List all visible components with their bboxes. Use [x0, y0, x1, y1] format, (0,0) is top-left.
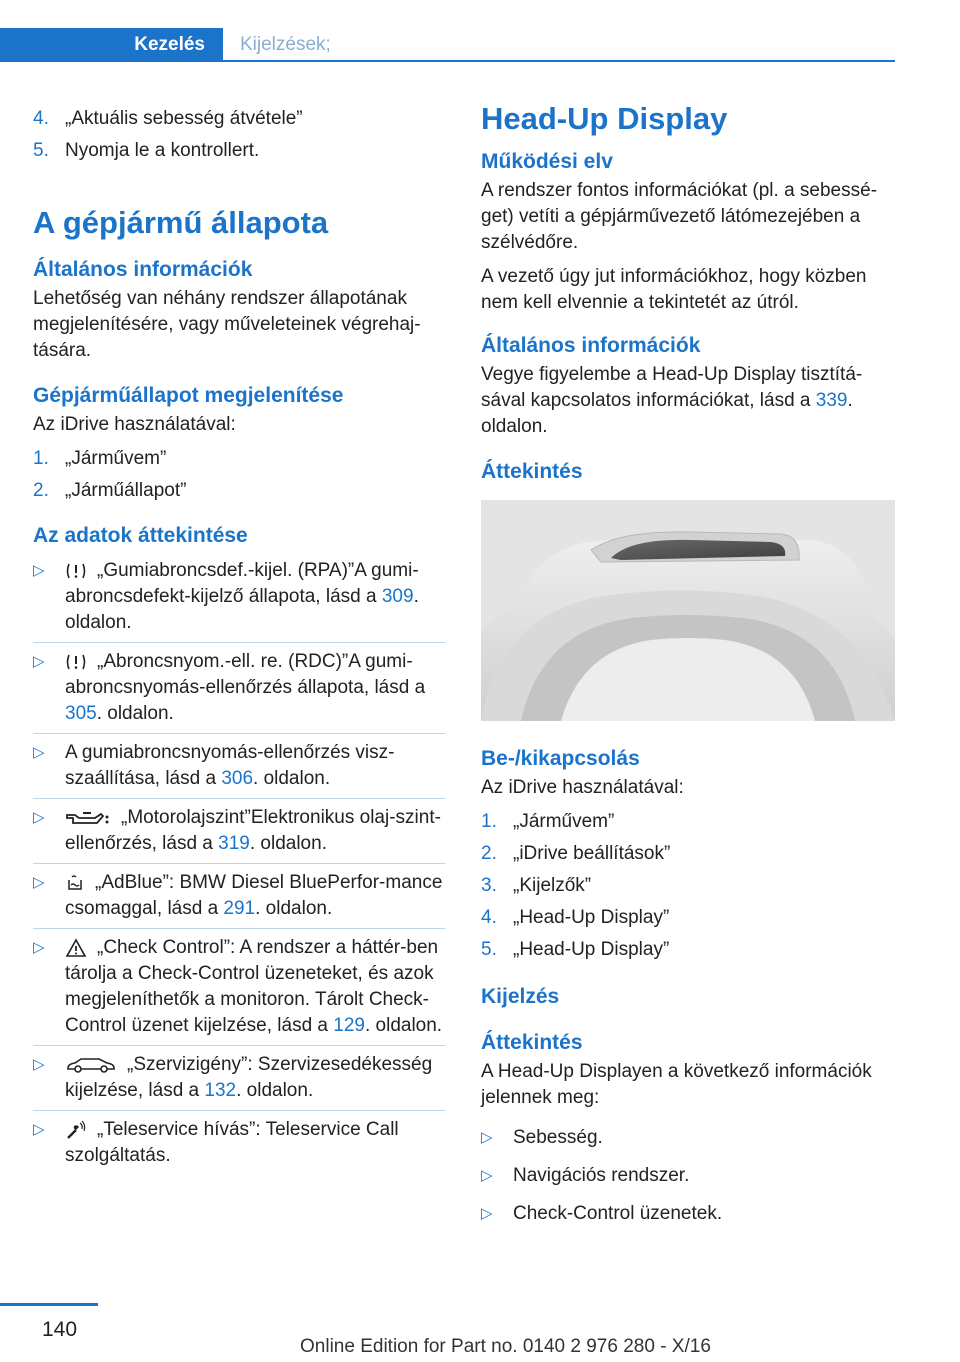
step-text: „Aktuális sebesség átvétele”: [65, 108, 303, 129]
right-general-title: Általános információk: [481, 334, 701, 357]
list-item: [481, 1195, 895, 1233]
tab-kijelzesek[interactable]: Kijelzések;: [240, 34, 331, 55]
list-item: [33, 446, 445, 472]
step-number: 1.: [481, 811, 497, 832]
step-number: 4.: [481, 907, 497, 928]
status-intro: Az iDrive használatával:: [33, 414, 236, 435]
step-number: 2.: [481, 843, 497, 864]
onoff-steps: [481, 809, 895, 963]
bullet-text: „Gumiabroncsdef.-kijel. (RPA)”A gumi-abroncsdefekt-kijelző állapota, lásd a: [65, 560, 419, 607]
edition-text: Online Edition for Part no. 0140 2 976 280 - X/16: [300, 1336, 711, 1357]
wrench-signal-icon: [65, 1120, 87, 1140]
page-link[interactable]: 132: [204, 1080, 237, 1101]
hud-dashboard-illustration: [481, 500, 895, 721]
left-column: [33, 100, 445, 1175]
status-title: Gépjárműállapot megjelenítése: [33, 384, 344, 407]
header-divider: [223, 60, 895, 62]
page-link[interactable]: 291: [223, 898, 256, 919]
step-number: 5.: [33, 140, 49, 161]
hud-photo: [481, 500, 895, 721]
bullet-text-end: . oldalon.: [253, 768, 331, 789]
list-item: [481, 1119, 895, 1157]
step-text: „Kijelzők”: [513, 875, 592, 896]
triangle-bullet-icon: ▷: [33, 744, 45, 761]
tire-pressure-icon: [65, 652, 87, 672]
display-title: Kijelzés: [481, 985, 560, 1008]
bullet-text-end: . oldalon.: [364, 1015, 443, 1036]
onoff-intro: Az iDrive használatával:: [481, 777, 684, 798]
overview-title: Az adatok áttekintése: [33, 524, 248, 547]
page-link[interactable]: 319: [218, 833, 250, 854]
list-item: [33, 1111, 445, 1175]
step-text: „Head-Up Display”: [513, 907, 670, 928]
status-steps: [33, 446, 445, 504]
bullet-text: „Motorolajszint”Elektronikus olaj-szint-ellenőrzés, lásd a: [65, 807, 441, 854]
list-item: [33, 799, 445, 864]
bullet-text-end: . oldalon.: [65, 586, 419, 633]
step-text: „Járműállapot”: [65, 480, 187, 501]
service-car-icon: [65, 1056, 117, 1074]
bullet-text: „Check Control”: A rendszer a háttér-ben tárolja a Check-Control üzeneteket, és azok megjeleníthetők a monitoron. Tárolt Check-Control üzenet kijelzése, lásd a: [65, 937, 439, 1036]
principle-text-2: A vezető úgy jut információkhoz, hogy közben nem kell elvennie a tekintetét az útról.: [481, 266, 867, 313]
footer-accent-bar: [0, 1303, 98, 1306]
list-item: [481, 1157, 895, 1195]
list-item: [481, 841, 895, 867]
right-column: [481, 100, 895, 1233]
list-item: [33, 478, 445, 504]
bullet-text: „AdBlue”: BMW Diesel BluePerfor-mance csomaggal, lásd a: [65, 872, 443, 919]
step-text: „Járművem”: [513, 811, 615, 832]
list-item: [481, 809, 895, 835]
principle-title: Működési elv: [481, 150, 613, 173]
triangle-bullet-icon: ▷: [481, 1167, 493, 1184]
step-number: 4.: [33, 108, 49, 129]
triangle-bullet-icon: ▷: [33, 809, 45, 826]
list-item: [481, 905, 895, 931]
display-items: [481, 1119, 895, 1233]
page-link[interactable]: 306: [221, 768, 254, 789]
step-text: „Járművem”: [65, 448, 167, 469]
bullet-text-end: . oldalon.: [249, 833, 327, 854]
general-info-text: Lehetőség van néhány rendszer állapotának megjelenítésére, vagy műveleteinek végrehaj-tására.: [33, 288, 421, 361]
page-link[interactable]: 305: [65, 703, 97, 724]
bullet-text: A gumiabroncsnyomás-ellenőrzés visz-szaállítása, lásd a: [65, 742, 395, 789]
list-item: [33, 929, 445, 1046]
bullet-text: Sebesség.: [513, 1127, 603, 1148]
list-item: [33, 552, 445, 643]
bullet-text: „Teleservice hívás”: Teleservice Call szolgáltatás.: [65, 1119, 399, 1166]
list-item: [33, 734, 445, 799]
bullet-text-end: . oldalon.: [96, 703, 174, 724]
bullet-text-end: . oldalon.: [236, 1080, 314, 1101]
general-text-end: . oldalon.: [481, 390, 853, 437]
tab-kezeles[interactable]: Kezelés: [0, 28, 223, 62]
triangle-bullet-icon: ▷: [33, 653, 45, 670]
page-link[interactable]: 339: [815, 390, 848, 411]
triangle-bullet-icon: ▷: [33, 1056, 45, 1073]
list-item: [33, 1046, 445, 1111]
adblue-icon: [65, 874, 85, 892]
list-item: [481, 937, 895, 963]
tire-warning-icon: [65, 561, 87, 581]
page-link[interactable]: 129: [333, 1015, 365, 1036]
list-item: [33, 138, 445, 164]
step-number: 1.: [33, 448, 49, 469]
general-text-part: Vegye figyelembe a Head-Up Display tisztítá-sával kapcsolatos információkat, lásd a: [481, 364, 863, 411]
hud-title: Head-Up Display: [481, 101, 728, 136]
principle-text-1: A rendszer fontos információkat (pl. a sebessé-get) vetíti a gépjárművezető látómezejében a szélvédőre.: [481, 180, 878, 253]
step-number: 5.: [481, 939, 497, 960]
bullet-text: Navigációs rendszer.: [513, 1165, 690, 1186]
general-info-title: Általános információk: [33, 258, 253, 281]
bullet-text: Check-Control üzenetek.: [513, 1203, 723, 1224]
step-number: 2.: [33, 480, 49, 501]
page-link[interactable]: 309: [381, 586, 414, 607]
step-text: „iDrive beállítások”: [513, 843, 671, 864]
header-tabbar: [0, 0, 960, 62]
oil-can-icon: [65, 809, 111, 827]
step-number: 3.: [481, 875, 497, 896]
triangle-bullet-icon: ▷: [481, 1129, 493, 1146]
onoff-title: Be-/kikapcsolás: [481, 747, 640, 770]
triangle-bullet-icon: ▷: [481, 1205, 493, 1222]
triangle-bullet-icon: ▷: [33, 1121, 45, 1138]
steps-list-top: [33, 106, 445, 164]
section-title: A gépjármű állapota: [33, 205, 329, 240]
list-item: [33, 106, 445, 132]
bullet-text-end: . oldalon.: [255, 898, 333, 919]
triangle-bullet-icon: ▷: [33, 562, 45, 579]
triangle-bullet-icon: ▷: [33, 874, 45, 891]
page-number: 140: [42, 1318, 78, 1341]
list-item: [33, 643, 445, 734]
triangle-bullet-icon: ▷: [33, 939, 45, 956]
right-overview-title: Áttekintés: [481, 460, 583, 483]
step-text: „Head-Up Display”: [513, 939, 670, 960]
step-text: Nyomja le a kontrollert.: [65, 140, 260, 161]
bullet-text: „Szervizigény”: Szervizesedékesség kijelzése, lásd a: [65, 1054, 433, 1101]
overview-list: [33, 552, 445, 1175]
display-intro: A Head-Up Displayen a következő információk jelennek meg:: [481, 1061, 872, 1108]
list-item: [481, 873, 895, 899]
warning-triangle-icon: [65, 938, 87, 958]
list-item: [33, 864, 445, 929]
bullet-text: „Abroncsnyom.-ell. re. (RDC)”A gumi-abroncsnyomás-ellenőrzés állapota, lásd a: [65, 651, 426, 698]
right-general-text: [481, 362, 895, 440]
display-overview-title: Áttekintés: [481, 1031, 583, 1054]
